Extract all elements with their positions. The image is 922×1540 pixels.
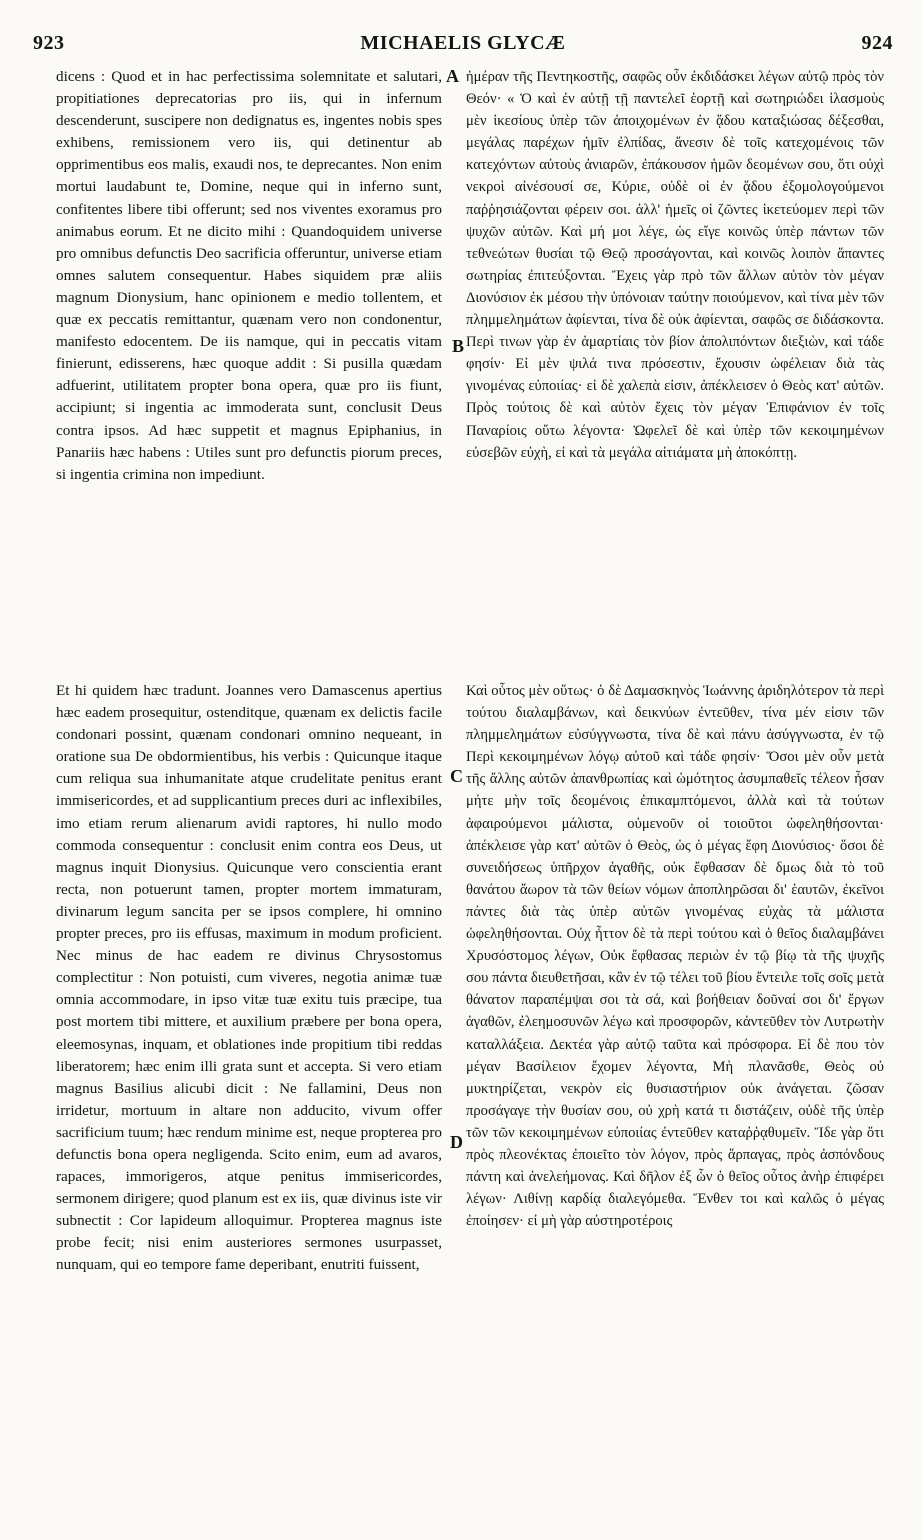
- latin-paragraph-1: dicens : Quod et in hac perfectissima solemnitate et salutari, propitiationes deprecatorias pro iis, qui in infernum descenderunt, suscipere non dedignatus es, ingentes nobis spes exhibens, remissionem vero iis, qui detinentur ab opprimentibus eos malis, exaudi nos, te deprecantes. Non enim mortui laudabunt te, Domine, neque qui in inferno sunt, confitentes libere tibi offerunt; sed nos viventes exoramus pro animabus eorum. Et ne dicito mihi : Quandoquidem universe pro omnibus defunctis Deo sacrificia offeruntur, universe etiam omnes salutem consequentur. Habes siquidem præ aliis magnum Dionysium, hanc opinionem e medio tollentem, et quæ ex peccatis remittantur, quænam vero non condonentur, manifesto edocentem. De iis namque, qui in peccatis vitam finierunt, edisserens, hæc quoque addit : Si pusilla quædam adfuerint, utilitatem propter bona opera, quæ pro iis fiunt, accipiunt; si ingentia ac immoderata sunt, conclusit Deus contra ipsos. Ad hæc suppetit et magnus Epiphanius, in Panariis hæc habens : Utiles sunt pro defunctis piorum preces, si ingentia crimina non impediunt.: [56, 68, 442, 483]
- margin-mark-b: B: [452, 336, 465, 356]
- greek-column-bottom: [466, 680, 884, 1232]
- page-number-left: 923: [33, 32, 65, 54]
- greek-paragraph-2: Καὶ οὗτος μὲν οὕτως· ὁ δὲ Δαμασκηνὸς Ἰωάννης ἀριδηλότερον τὰ περὶ τούτου διαλαμβάνων, καὶ δεικνύων ἐντεῦθεν, τίνα μέν εἰσιν τῶν πλημμελημάτων εὐσύγγνωστα, τίνα δὲ καὶ πάνυ ἀσύγγνωστα, ἐν τῷ Περὶ κεκοιμημένων λόγῳ αὐτοῦ καὶ τάδε φησίν· Ὅσοι μὲν οὖν μετὰ τῆς ἄλλης αὐτῶν ἀπανθρωπίας καὶ ὠμότητος ἀσυμπαθεῖς τέλεον ἦσαν μήτε μὴν τοῖς δεομένοις ἐπικαμπτόμενοι, ἀλλὰ καὶ τὰ τούτων ἀφαιρούμενοι μάλιστα, οὐμενοῦν οἱ τοιοῦτοι ὠφεληθήσονται· ἀπέκλεισε γὰρ κατ' αὐτῶν ὁ Θεὸς, ὡς ὁ μέγας ἔφη Διονύσιος· ὅσοι δὲ συνειδήσεως ὑπῆρχον ἀγαθῆς, οὐκ ἔφθασαν δὲ δμως διὰ τὸ τοῦ θανάτου ἄωρον τὰ τῶν θείων νόμων ἀποπληρῶσαι δι' ἑαυτῶν, ἐκεῖνοι πάντες διὰ τὰς ὑπὲρ αὐτῶν γινομένας εὐχὰς τὰ μάλιστα ὠφεληθήσονται. Οὐχ ἧττον δὲ τὰ περὶ τούτου καὶ ὁ θεῖος διαλαμβάνει Χρυσόστομος λέγων, Οὐκ ἔφθασας περιὼν ἐν τῷ βίῳ τὰ τῆς ψυχῆς σου πάντα διευθετῆσαι, κἂν ἐν τῷ τέλει τοῦ βίου ἔντειλε τοῖς σοῖς μετὰ θάνατον παραπέμψαι σοι τὰ σά, καὶ βοήθειαν δοῦναί σοι δι' ἔργων ἀγαθῶν, ἐλεημοσυνῶν λέγω καὶ προσφορῶν, κἀντεῦθεν τὸν Λυτρωτὴν καταλλάξεια. Δεκτέα γὰρ αὐτῷ ταῦτα καὶ πρόσφορα. Εἰ δὲ που τὸν μέγαν Βασίλειον ἔχομεν λέγοντα, Μὴ πλανᾶσθε, Θεὸς οὐ μυκτηρίζεται, νεκρὸν εἰς θυσιαστήριον οὐκ ἀνάγεται. ζῶσαν προσάγαγε τὴν θυσίαν σου, οὐ χρὴ κατά τι διστάζειν, οὐδὲ τῆς ὑπὲρ τῶν τῶν κεκοιμημένων εὐποιίας ἐντεῦθεν καταῤῥᾳθυμεῖν. Ἴδε γὰρ ὅτι πρὸς πλεονέκτας ἐποιεῖτο τὸν λόγον, πρὸς ἅρπαγας, πρὸς ἀσπόνδους πάντη καὶ ἀνελεήμονας. Καὶ δῆλον ἐξ ὧν ὁ θεῖος οὗτος ἀνὴρ ἐπιφέρει λέγων· Λιθίνῃ καρδίᾳ διαλεγόμεθα. Ἔνθεν τοι καὶ καλῶς ὁ μέγας ἐποίησεν· εἰ μὴ γὰρ αὐστηροτέροις: [466, 683, 884, 1230]
- greek-column-top: [466, 66, 884, 464]
- running-title: MICHAELIS GLYCÆ: [360, 32, 566, 54]
- margin-mark-a: A: [446, 66, 459, 86]
- greek-paragraph-1: ἡμέραν τῆς Πεντηκοστῆς, σαφῶς οὖν ἐκδιδάσκει λέγων αὐτῷ πρὸς τὸν Θεόν· « Ὁ καὶ ἐν αὐτῇ τῇ παντελεῖ ἑορτῇ καὶ σωτηριώδει ἱλασμοὺς μὲν ἱκεσίους ὑπὲρ τῶν ἀποιχομένων ἐν ᾅδου καταξιώσας δέξεσθαι, μεγάλας παρέχων ἡμῖν ἐλπίδας, ἄνεσιν δὲ τοῖς κατεχομένοις τῶν κατεχόντων αὐτοὺς ἀνιαρῶν, ἐπάκουσον ἡμῶν δεομένων σου, ὅτι οὐχὶ νεκροὶ αἰνέσουσί σε, Κύριε, οὐδὲ οἱ ἐν ᾅδου ἐξομολογούμενοι παῤῥησιάζονται φέρειν σοι. ἀλλ' ἡμεῖς οἱ ζῶντες ἱκετεύομεν περὶ τῶν ψυχῶν αὐτῶν. Καὶ μή μοι λέγε, ὡς εἴγε κοινῶς ὑπὲρ πάντων τῶν τεθνεώτων θυσίαι τῷ Θεῷ προσάγονται, καὶ κοινῶς λοιπὸν ἅπαντες σωτηρίας ἐπιτεύξονται. Ἔχεις γὰρ πρὸ τῶν ἄλλων αὐτὸν τὸν μέγαν Διονύσιον ἐκ μέσου τὴν ὑπόνοιαν ταύτην ποιούμενον, καὶ τίνα μὲν τῶν πλημμελημάτων ἀφίενται, τίνα δὲ οὐκ ἀφίενται, σαφῶς σε διδάσκοντα. Περὶ τινων γὰρ ἐν ἁμαρτίαις τὸν βίον ἀπολιπόντων διεξιὼν, καὶ τάδε φησίν· Εἰ μὲν ψιλά τινα πρόσεστιν, ἔχουσιν ὠφέλειαν διὰ τὰς γινομένας εὐποιίας· εἰ δὲ χαλεπὰ εἰσιν, ἀπέκλεισεν ὁ Θεὸς κατ' αὐτῶν. Πρὸς τούτοις δὲ καὶ αὐτὸν ἔχεις τὸν μέγαν Ἐπιφάνιον ἐν τοῖς Παναρίοις οὕτω λέγοντα· Ὠφελεῖ δὲ καὶ ὑπὲρ τῶν κεκοιμημένων εὐσεβῶν εὐχὴ, εἰ καὶ τὰ μεγάλα αἰτιάματα μὴ ἀποκόπτῃ.: [466, 69, 884, 461]
- margin-mark-c: C: [450, 766, 463, 786]
- latin-column-top: [56, 66, 442, 486]
- latin-paragraph-2: Et hi quidem hæc tradunt. Joannes vero Damascenus apertius hæc eadem prosequitur, ostenditque, quænam ex delictis facile condonari possint, quænam condonari omnino nequeant, in oratione sua De obdormientibus, his verbis : Quicunque itaque cum reliqua sua inhumanitate atque crudelitate penitus erant immisericordes, et ad supplicantium preces duri ac inflexibiles, imo etiam rerum alienarum avidi raptores, hi nullo modo commoda consequentur : conclusit enim contra eos Deus, ut magnus inquit Dionysius. Quicunque vero conscientia erant recta, non potuerunt tamen, propter mortem immaturam, divinarum legum sancita per se ipsos complere, hi omnino propter preces, pro iis effusas, maximum in modum proficient. Nec minus de hac eadem re divinus Chrysostomus complectitur : Non potuisti, cum viveres, negotia animæ tuæ omnia accommodare, in ipso vitæ tuæ exitu tuis præcipe, tua post mortem tibi mittere, et auxilium præbere per bona opera, eleemosynas, inquam, et oblationes inde propitium tibi reddas liberatorem; hæc enim illi grata sunt et accepta. Si vero etiam magnus Basilius alicubi dicit : Ne fallamini, Deus non irridetur, mortuum in altare non adducito, vivum offer sacrificium tuum; hæc rendum minime est, neque propterea pro defunctis bona opera negligenda. Scito enim, eum ad avaros, rapaces, immorigeros, atque penitus immisericordes, sermonem dirigere; quod planum est ex iis, quæ divinus iste vir subnectit : Cor lapideum alloquimur. Propterea magnus iste probe fecit; nisi enim austeriores sermones usurpasset, nunquam, qui eo tempore fame deperibant, enutriti fuissent,: [56, 682, 442, 1274]
- margin-mark-d: D: [450, 1132, 463, 1152]
- page-header: [33, 32, 893, 60]
- page-number-right: 924: [861, 32, 893, 54]
- latin-column-bottom: [56, 680, 442, 1277]
